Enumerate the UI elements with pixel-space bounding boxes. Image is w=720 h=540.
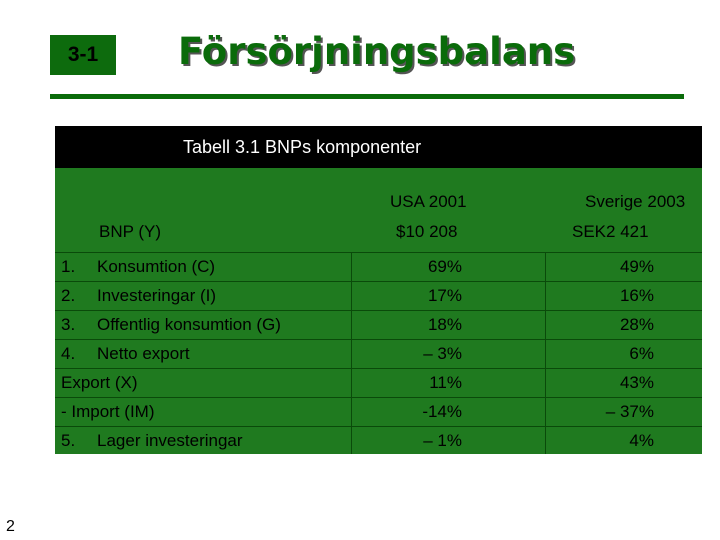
row-usa-value: – 1% bbox=[423, 431, 462, 450]
row-usa-value: 17% bbox=[427, 286, 462, 305]
row-usa-value: 11% bbox=[429, 373, 462, 392]
row-number: 4. bbox=[61, 344, 76, 363]
row-number: 5. bbox=[61, 431, 76, 450]
row-label: - Import (IM) bbox=[61, 402, 155, 421]
table-caption: Tabell 3.1 BNPs komponenter bbox=[183, 137, 422, 157]
row-sweden-value: 43% bbox=[619, 373, 654, 392]
gdp-usa-value: $10 208 bbox=[396, 222, 458, 241]
section-badge: 3-1 bbox=[50, 35, 116, 75]
row-sweden-value: 28% bbox=[619, 315, 654, 334]
col-header-usa: USA 2001 bbox=[390, 192, 467, 211]
page-number: 2 bbox=[6, 518, 15, 535]
table-row bbox=[55, 369, 702, 397]
col-header-sweden: Sverige 2003 bbox=[585, 192, 686, 211]
row-usa-value: -14% bbox=[422, 402, 462, 421]
row-label: Lager investeringar bbox=[97, 431, 243, 450]
gdp-components-table bbox=[55, 126, 702, 454]
table-row bbox=[55, 340, 702, 368]
table-header-row bbox=[55, 168, 702, 212]
gdp-total-row bbox=[55, 212, 702, 252]
row-label: Netto export bbox=[97, 344, 190, 363]
gdp-sweden-value: SEK2 421 bbox=[572, 222, 649, 241]
gdp-label: BNP (Y) bbox=[99, 222, 162, 241]
row-number: 1. bbox=[61, 257, 76, 276]
table-row bbox=[55, 398, 702, 426]
row-usa-value: 18% bbox=[427, 315, 462, 334]
row-label: Offentlig konsumtion (G) bbox=[97, 315, 281, 334]
table-row bbox=[55, 427, 702, 455]
row-usa-value: 69% bbox=[427, 257, 462, 276]
title-rule bbox=[50, 94, 684, 99]
row-label: Investeringar (I) bbox=[97, 286, 217, 305]
row-sweden-value: 16% bbox=[619, 286, 654, 305]
row-label: Export (X) bbox=[61, 373, 138, 392]
row-sweden-value: – 37% bbox=[605, 402, 654, 421]
table-row bbox=[55, 253, 702, 281]
table-row bbox=[55, 311, 702, 339]
slide-title: Försörjningsbalans bbox=[178, 30, 576, 73]
table-caption-bar bbox=[55, 126, 702, 168]
table-row bbox=[55, 282, 702, 310]
row-sweden-value: 6% bbox=[629, 344, 654, 363]
row-label: Konsumtion (C) bbox=[97, 257, 216, 276]
row-number: 2. bbox=[61, 286, 76, 305]
row-sweden-value: 49% bbox=[619, 257, 654, 276]
row-usa-value: – 3% bbox=[423, 344, 462, 363]
row-number: 3. bbox=[61, 315, 76, 334]
row-sweden-value: 4% bbox=[629, 431, 654, 450]
